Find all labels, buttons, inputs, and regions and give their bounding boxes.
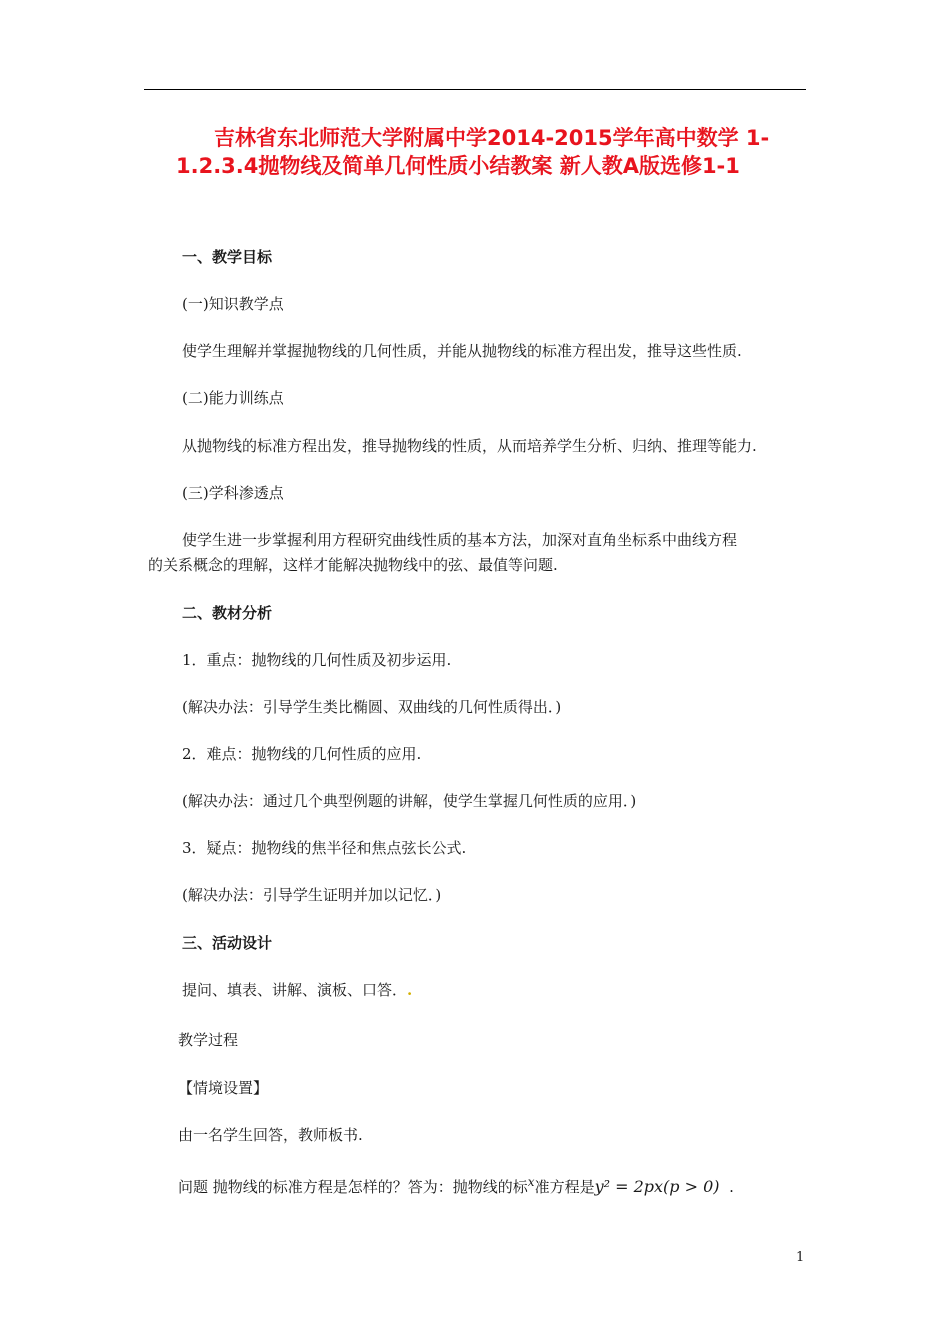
scenario-heading: 【情境设置】 (178, 1079, 269, 1097)
header-rule (144, 89, 806, 90)
activity-text (182, 980, 412, 1000)
section-heading-activity: 三、活动设计 (182, 934, 273, 952)
difficult-point-solution: (解决办法：通过几个典型例题的讲解，使学生掌握几何性质的应用．) (182, 792, 637, 810)
decorative-dot: . (407, 981, 413, 999)
question-line (178, 1172, 734, 1197)
subheading-knowledge: (一)知识教学点 (182, 295, 284, 313)
activity-text-content: 提问、填表、讲解、演板、口答． (182, 981, 408, 999)
question-x-mark: x (527, 1175, 535, 1189)
subheading-discipline: (三)学科渗透点 (182, 484, 284, 502)
doubt-point: 3．疑点：抛物线的焦半径和焦点弦长公式. (182, 839, 467, 857)
subheading-ability: (二)能力训练点 (182, 389, 284, 407)
question-end: . (729, 1178, 734, 1196)
document-title-line1: 吉林省东北师范大学附属中学2014-2015学年高中数学 1- (214, 126, 770, 150)
paragraph-discipline-1: 使学生进一步掌握利用方程研究曲线性质的基本方法，加深对直角坐标系中曲线方程 (182, 531, 738, 549)
question-middle: 准方程是 (534, 1178, 595, 1196)
paragraph-discipline-2: 的关系概念的理解，这样才能解决抛物线中的弦、最值等问题. (148, 556, 558, 574)
paragraph-knowledge: 使学生理解并掌握抛物线的几何性质，并能从抛物线的标准方程出发，推导这些性质. (182, 342, 742, 360)
difficult-point: 2．难点：抛物线的几何性质的应用. (182, 745, 422, 763)
scenario-text: 由一名学生回答，教师板书. (178, 1126, 363, 1144)
page-number: 1 (796, 1250, 805, 1265)
document-title-line2: 1.2.3.4抛物线及简单几何性质小结教案 新人教A版选修1-1 (176, 154, 740, 178)
key-point-solution: (解决办法：引导学生类比椭圆、双曲线的几何性质得出．) (182, 698, 562, 716)
section-heading-objectives: 一、教学目标 (182, 248, 273, 266)
section-heading-analysis: 二、教材分析 (182, 604, 273, 622)
key-point: 1．重点：抛物线的几何性质及初步运用. (182, 651, 452, 669)
paragraph-ability: 从抛物线的标准方程出发，推导抛物线的性质，从而培养学生分析、归纳、推理等能力. (182, 437, 757, 455)
parabola-formula: y² = 2px(p > 0) (594, 1177, 720, 1196)
question-prefix: 问题 抛物线的标准方程是怎样的？答为：抛物线的标 (178, 1178, 528, 1196)
doubt-point-solution: (解决办法：引导学生证明并加以记忆．) (182, 886, 442, 904)
process-heading: 教学过程 (178, 1031, 239, 1049)
